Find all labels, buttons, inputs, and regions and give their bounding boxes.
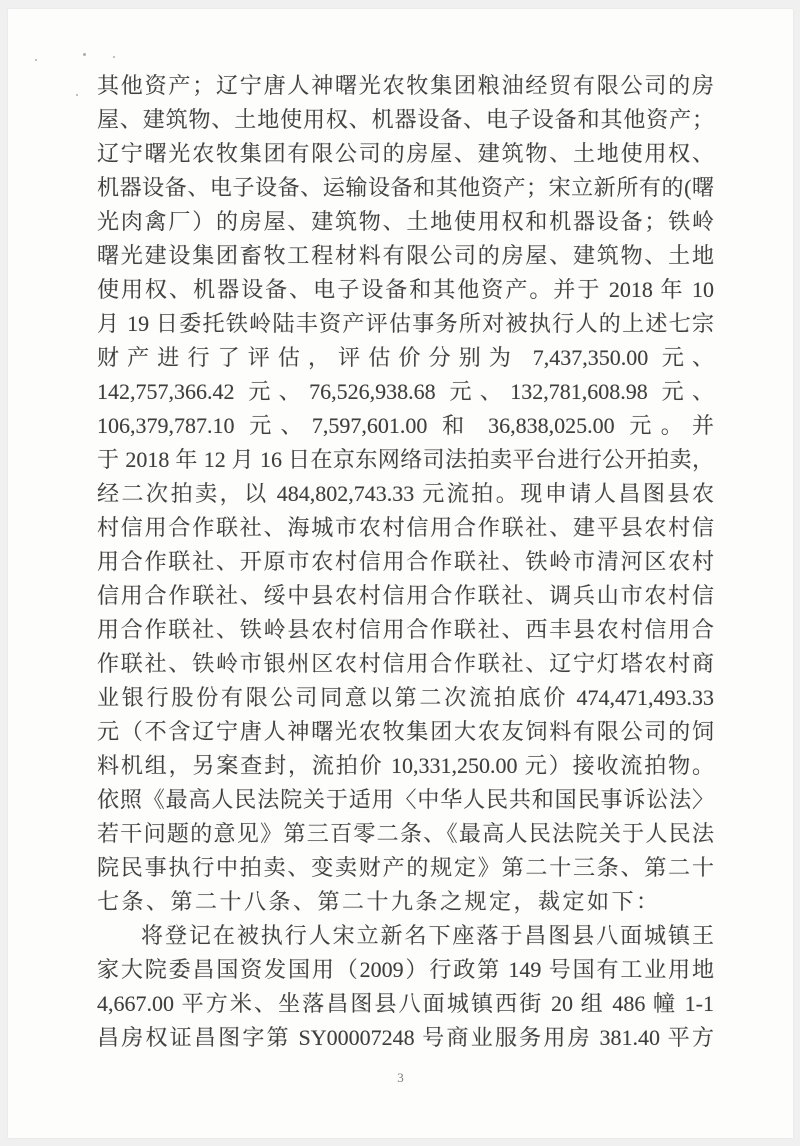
text-line: 辽宁曙光农牧集团有限公司的房屋、建筑物、土地使用权、 xyxy=(97,141,714,166)
scan-speck xyxy=(35,59,37,61)
text-line: 屋、建筑物、土地使用权、机器设备、电子设备和其他资产； xyxy=(97,107,714,132)
text-line: 院民事执行中拍卖、变卖财产的规定》第二十三条、第二十 xyxy=(97,855,714,880)
text-line: 机器设备、电子设备、运输设备和其他资产；宋立新所有的(曙 xyxy=(97,175,714,200)
document-body-text xyxy=(97,69,714,1055)
text-line: 村信用合作联社、海城市农村信用合作联社、建平县农村信 xyxy=(97,515,714,540)
text-line: 106,379,787.10 元、7,597,601.00 和 36,838,025.00 元。并 xyxy=(97,413,714,438)
text-line: 作联社、铁岭市银州区农村信用合作联社、辽宁灯塔农村商 xyxy=(97,651,714,676)
text-line: 142,757,366.42 元、76,526,938.68 元、132,781,608.98 元、 xyxy=(97,379,714,404)
text-line: 4,667.00 平方米、坐落昌图县八面城镇西街 20 组 486 幢 1-1 xyxy=(97,991,714,1016)
text-line: 光肉禽厂）的房屋、建筑物、土地使用权和机器设备；铁岭 xyxy=(97,209,714,234)
text-line: 使用权、机器设备、电子设备和其他资产。并于 2018 年 10 xyxy=(97,277,714,302)
scan-speck xyxy=(76,94,78,96)
text-line: 用合作联社、铁岭县农村信用合作联社、西丰县农村信用合 xyxy=(97,617,714,642)
text-line: 于 2018 年 12 月 16 日在京东网络司法拍卖平台进行公开拍卖， xyxy=(97,447,714,472)
text-line: 曙光建设集团畜牧工程材料有限公司的房屋、建筑物、土地 xyxy=(97,243,714,268)
text-line: 料机组，另案查封，流拍价 10,331,250.00 元）接收流拍物。 xyxy=(97,753,714,778)
text-line: 信用合作联社、绥中县农村信用合作联社、调兵山市农村信 xyxy=(97,583,714,608)
page-number: 3 xyxy=(397,1070,404,1085)
scan-speck xyxy=(113,56,115,58)
text-line: 若干问题的意见》第三百零二条、《最高人民法院关于人民法 xyxy=(97,821,714,846)
text-line: 将登记在被执行人宋立新名下座落于昌图县八面城镇王 xyxy=(141,923,714,948)
text-line: 七条、第二十八条、第二十九条之规定，裁定如下： xyxy=(97,889,661,914)
text-line: 经二次拍卖，以 484,802,743.33 元流拍。现申请人昌图县农 xyxy=(97,481,714,506)
text-line: 家大院委昌国资发国用（2009）行政第 149 号国有工业用地 xyxy=(97,957,714,982)
text-line: 元（不含辽宁唐人神曙光农牧集团大农友饲料有限公司的饲 xyxy=(97,719,714,744)
text-line: 其他资产；辽宁唐人神曙光农牧集团粮油经贸有限公司的房 xyxy=(97,73,714,98)
text-line: 财产进行了评估，评估价分别为 7,437,350.00 元、 xyxy=(97,345,714,370)
text-line: 月 19 日委托铁岭陆丰资产评估事务所对被执行人的上述七宗 xyxy=(97,311,714,336)
text-line: 昌房权证昌图字第 SY00007248 号商业服务用房 381.40 平方 xyxy=(97,1025,714,1050)
text-line: 用合作联社、开原市农村信用合作联社、铁岭市清河区农村 xyxy=(97,549,714,574)
scan-speck xyxy=(83,53,86,56)
text-line: 业银行股份有限公司同意以第二次流拍底价 474,471,493.33 xyxy=(97,685,714,710)
text-line: 依照《最高人民法院关于适用〈中华人民共和国民事诉讼法〉 xyxy=(97,787,714,812)
document-page xyxy=(8,9,793,1138)
